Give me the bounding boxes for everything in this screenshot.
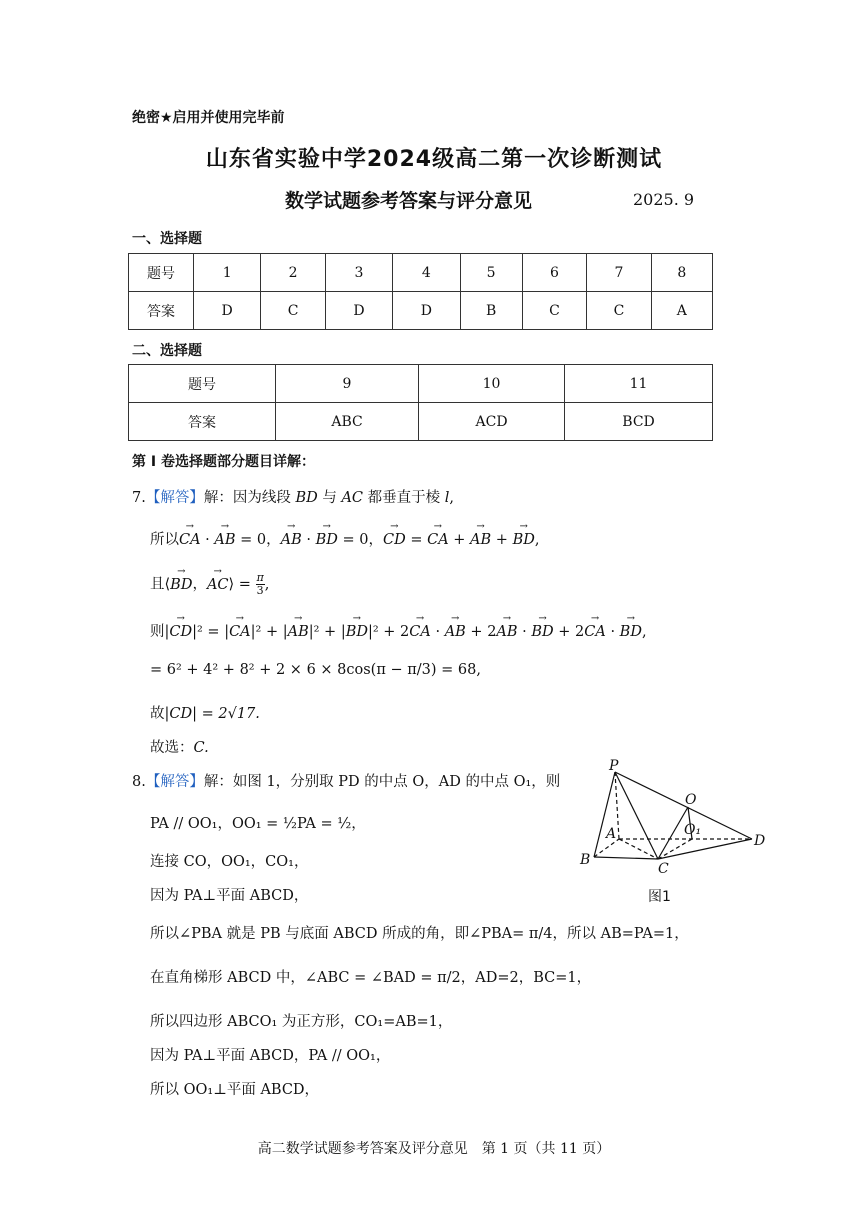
- figure-1-pyramid: [570, 758, 770, 908]
- q8-text: 解：如图 1，分别取 PD 的中点 O，AD 的中点 O₁，则: [203, 774, 561, 790]
- answer-table-2: [128, 364, 713, 441]
- q8-line-4: 因为 PA⊥平面 ABCD，: [150, 888, 309, 904]
- table-row: [129, 365, 713, 403]
- q7-text: 则: [150, 624, 165, 640]
- q7-line-5: = 6² + 4² + 8² + 2 × 6 × 8cos(π − π/3) = 68,: [150, 662, 481, 678]
- table-cell: 8: [651, 254, 712, 292]
- answer-tag: 【解答】: [145, 774, 204, 790]
- question-number: 7.: [132, 490, 146, 506]
- table-cell: 6: [522, 254, 587, 292]
- page-footer: 高二数学试题参考答案及评分意见 第 1 页（共 11 页）: [257, 1141, 611, 1157]
- table-cell: ABC: [276, 403, 419, 441]
- figure-caption: 图1: [648, 889, 671, 905]
- table-cell: 3: [325, 254, 392, 292]
- table-cell: D: [393, 292, 460, 330]
- table-cell: 11: [565, 365, 713, 403]
- table-cell: 2: [261, 254, 326, 292]
- table-cell: 9: [276, 365, 419, 403]
- label-B: B: [580, 852, 591, 868]
- table-cell: 7: [587, 254, 652, 292]
- q7-line-7: [150, 736, 209, 757]
- page-title: 山东省实验中学2024级高二第一次诊断测试: [205, 147, 663, 172]
- table-cell: D: [194, 292, 261, 330]
- q8-line-6: 在直角梯形 ABCD 中，∠ABC = ∠BAD = π/2，AD=2，BC=1，: [150, 970, 592, 986]
- table-cell: BCD: [565, 403, 713, 441]
- label-A: A: [606, 826, 617, 842]
- detail-heading: 第 I 卷选择题部分题目详解：: [132, 454, 315, 470]
- row-label: 题号: [129, 365, 276, 403]
- table-row: [129, 403, 713, 441]
- q7-text: 都垂直于棱: [367, 490, 441, 506]
- q7-result: |CD| = 2√17.: [164, 706, 260, 722]
- q7-text: 所以: [150, 532, 179, 548]
- row-label: 答案: [129, 292, 194, 330]
- answer-table-1: [128, 253, 713, 330]
- q7-text: 与: [322, 490, 337, 506]
- label-C: C: [658, 861, 669, 877]
- q8-line-9: 所以 OO₁⊥平面 ABCD，: [150, 1082, 320, 1098]
- table-cell: B: [460, 292, 522, 330]
- page-subtitle: 数学试题参考答案与评分意见: [285, 190, 533, 212]
- q7-text: 故: [150, 706, 165, 722]
- label-O1: O₁: [684, 822, 702, 838]
- q8-line-8: 因为 PA⊥平面 ABCD，PA // OO₁，: [150, 1048, 391, 1064]
- q7-var-bd: BD: [295, 490, 318, 506]
- row-label: 题号: [129, 254, 194, 292]
- q7-text: 故选：: [150, 740, 194, 756]
- table-cell: A: [651, 292, 712, 330]
- q8-line-3: 连接 CO，OO₁，CO₁，: [150, 854, 309, 870]
- q7-var-ac: AC: [341, 490, 364, 506]
- table-cell: 5: [460, 254, 522, 292]
- q7-text: 且: [150, 576, 165, 593]
- table-cell: C: [261, 292, 326, 330]
- row-label: 答案: [129, 403, 276, 441]
- answer-tag: 【解答】: [145, 490, 204, 506]
- table-cell: D: [325, 292, 392, 330]
- table-cell: C: [522, 292, 587, 330]
- q8-line-5: 所以∠PBA 就是 PB 与底面 ABCD 所成的角，即∠PBA= π/4，所以 AB=PA=1，: [150, 926, 689, 942]
- table-row: [129, 254, 713, 292]
- section2-heading: 二、选择题: [132, 343, 202, 359]
- label-P: P: [609, 758, 619, 774]
- q7-line-4: 则|→ CD|² = |→ CA|² + |→ AB|² + |→ BD|² + 2→ CA · → AB + 2→ AB · → BD + 2→ CA · → BD,: [150, 620, 647, 641]
- q7-choice: C.: [193, 740, 209, 756]
- q7-line-3: 且⟨→ BD，→ AC⟩ = $\frac{\pi}{3}$ ,: [150, 572, 269, 597]
- table-cell: 10: [419, 365, 565, 403]
- confidential-label: 绝密★启用并使用完毕前: [132, 110, 285, 126]
- q7-line-2: 所以→ CA · → AB = 0，→ AB · → BD = 0，→ CD = → CA + → AB + → BD,: [150, 528, 539, 549]
- q8-line-2: PA // OO₁，OO₁ = ½PA = ½，: [150, 816, 366, 832]
- table-cell: ACD: [419, 403, 565, 441]
- label-O: O: [685, 792, 697, 808]
- q7-line-6: [150, 702, 260, 723]
- table-cell: C: [587, 292, 652, 330]
- exam-date: 2025. 9: [633, 190, 695, 209]
- q8-line-7: 所以四边形 ABCO₁ 为正方形，CO₁=AB=1，: [150, 1014, 453, 1030]
- q7-text: 解：因为线段: [203, 490, 291, 506]
- q8-line-1: [132, 770, 560, 791]
- q7-var-l: l: [444, 490, 450, 506]
- label-D: D: [754, 833, 766, 849]
- table-cell: 1: [194, 254, 261, 292]
- table-cell: 4: [393, 254, 460, 292]
- q7-line-1: 7.【解答】解：因为线段 BD 与 AC 都垂直于棱 l,: [132, 490, 454, 506]
- table-row: [129, 292, 713, 330]
- question-number: 8.: [132, 774, 146, 790]
- section1-heading: 一、选择题: [132, 231, 202, 247]
